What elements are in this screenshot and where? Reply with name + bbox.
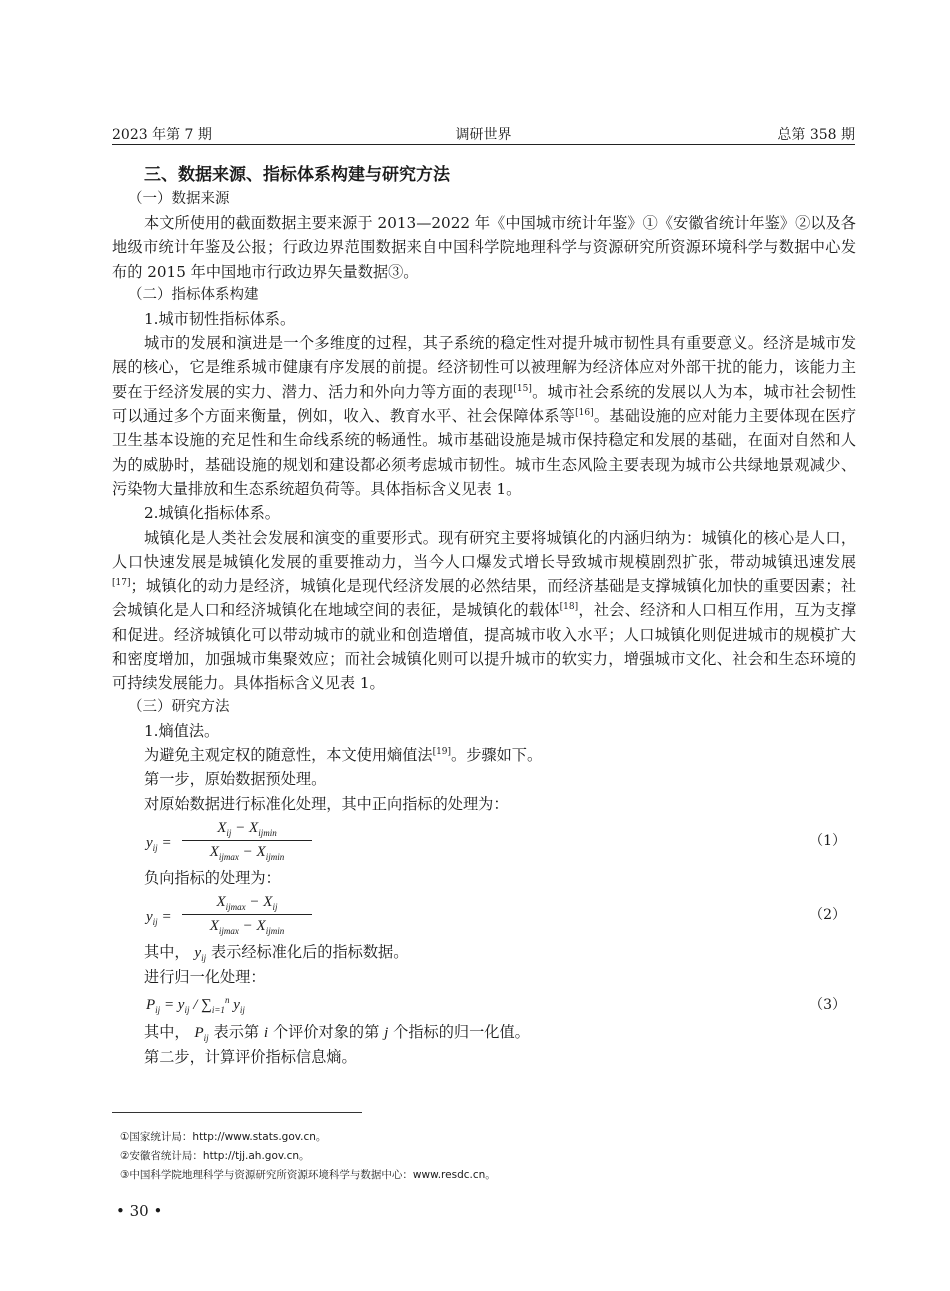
resilience-paragraph: 城市的发展和演进是一个多维度的过程，其子系统的稳定性对提升城市韧性具有重要意义。经济是城市发展的核心，它是维系城市健康有序发展的前提。经济韧性可以被理解为经济体应对外部干扰的能力，该能力主要在于经济发展的实力、潜力、活力和外向力等方面的表现[15]。城市社会系统的发展以人为本，城市社会韧性可以通过多个方面来衡量，例如，收入、教育水平、社会保障体系等[16]。基础设施的应对能力主要体现在医疗卫生基本设施的充足性和生命线系统的畅通性。城市基础设施是城市保持稳定和发展的基础，在面对自然和人为的威胁时，基础设施的规划和建设都必须考虑城市韧性。城市生态风险主要表现为城市公共绿地景观减少、污染物大量排放和生态系统超负荷等。具体指标含义见表 1。 (112, 334, 857, 498)
resilience-heading: 1.城市韧性指标体系。 (144, 309, 296, 328)
data-source-paragraph: 本文所使用的截面数据主要来源于 2013—2022 年《中国城市统计年鉴》①《安徽省统计年鉴》②以及各地级市统计年鉴及公报；行政边界范围数据来自中国科学院地理科学与资源研究所资源环境科学与数据中心发布的 2015 年中国地市行政边界矢量数据③。 (112, 214, 856, 281)
formula-3: $P_{ij} = y_{ij} / \sum_{i=1}^n$ $y_{ij}$ （3） (112, 990, 856, 1020)
citation-19[interactable]: [19] (432, 746, 452, 757)
footnote-3: ③中国科学院地理科学与资源研究所资源环境科学与数据中心：www.resdc.cn。 (120, 1169, 496, 1181)
normalize-text: 进行归一化处理： (144, 968, 266, 987)
entropy-intro: 为避免主观定权的随意性，本文使用熵值法[19]。步骤如下。 (144, 745, 543, 764)
running-header (112, 122, 855, 145)
urbanization-paragraph: 城镇化是人类社会发展和演变的重要形式。现有研究主要将城镇化的内涵归纳为：城镇化的核心是人口，人口快速发展是城镇化发展的重要推动力，当今人口爆发式增长导致城市规模剧烈扩张，带动城镇迅速发展[17]；城镇化的动力是经济，城镇化是现代经济发展的必然结果，而经济基础是支撑城镇化加快的重要因素；社会城镇化是人口和经济城镇化在地域空间的表征，是城镇化的载体[18]，社会、经济和人口相互作用，互为支撑和促进。经济城镇化可以带动城市的就业和创造增值，提高城市收入水平；人口城镇化则促进城市的规模扩大和密度增加，加强城市集聚效应；而社会城镇化则可以提升城市的软实力，增强城市文化、社会和生态环境的可持续发展能力。具体指标含义见表 1。 (112, 528, 857, 693)
total-issue-label: 总第 358 期 (777, 127, 855, 143)
subsection-indicator-system: （二）指标体系构建 (128, 286, 259, 303)
issue-label: 2023 年第 7 期 (112, 127, 212, 143)
footnote-1: ①国家统计局：http://www.stats.gov.cn。 (120, 1131, 327, 1143)
equation-number-2: （2） (809, 907, 846, 924)
subsection-data-source: （一）数据来源 (128, 191, 230, 207)
negative-indicator-text: 负向指标的处理为： (144, 868, 281, 887)
footnote-divider (112, 1112, 362, 1113)
citation-18[interactable]: [18] (559, 602, 579, 613)
citation-16[interactable]: [16] (575, 408, 594, 419)
page-number: • 30 • (116, 1202, 163, 1220)
step-one: 第一步，原始数据预处理。 (144, 770, 327, 789)
equation-number-3: （3） (809, 996, 846, 1013)
entropy-heading: 1.熵值法。 (144, 721, 220, 740)
footnotes (120, 1128, 496, 1185)
section-title: 三、数据来源、指标体系构建与研究方法 (144, 165, 450, 185)
main-content (112, 162, 856, 1069)
citation-15[interactable]: [15] (513, 383, 532, 394)
formula-2: $y_{ij}$ = $X_{ijmax} - X_{ij}$ $X_{ijmax} - X_{ijmin}$ （2） (146, 894, 846, 937)
footnote-2: ②安徽省统计局：http://tjj.ah.gov.cn。 (120, 1150, 310, 1162)
yij-explanation: 其中， $y_{ij}$ 表示经标准化后的指标数据。 (144, 943, 409, 964)
subsection-research-method: （三）研究方法 (128, 698, 230, 715)
citation-17[interactable]: [17] (112, 578, 131, 589)
urbanization-heading: 2.城镇化指标体系。 (144, 504, 280, 523)
equation-number-1: （1） (809, 832, 846, 849)
pij-explanation: 其中， $P_{ij}$ 表示第 i 个评价对象的第 j 个指标的归一化值。 (144, 1022, 530, 1043)
step-two: 第二步，计算评价指标信息熵。 (144, 1048, 357, 1067)
journal-name: 调研世界 (455, 127, 512, 143)
standardize-text: 对原始数据进行标准化处理，其中正向指标的处理为： (144, 794, 509, 813)
formula-1: $y_{ij}$ = $X_{ij} - X_{ijmin}$ $X_{ijmax} - X_{ijmin}$ （1） (146, 819, 846, 862)
